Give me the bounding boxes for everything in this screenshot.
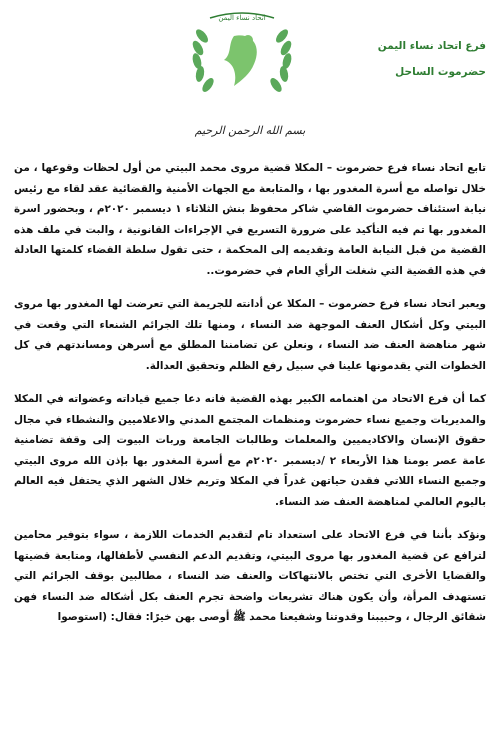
paragraph: ويعبر اتحاد نساء فرع حضرموت – المكلا عن أدانته للجريمة التي تعرضت لها المغدور بها مروى البيتي وكل أشكال العنف الموجهة ضد النساء ، ومنها تلك الجرائم الشنعاء التي وقعت في شهر مناهضة العنف ضد النساء ، ونعلن عن تضامننا المطلق مع أسرهن ومساندتهم في كل الخطوات التي يقدمونها علينا في سبيل رفع الظلم وتحقيق العدالة. <box>14 298 486 372</box>
letterhead <box>0 0 500 137</box>
paragraph: كما أن فرع الاتحاد من اهتمامه الكبير بهذه القضية فانه دعا جميع قياداته وعضواته في المكلا والمديريات وجميع نساء حضرموت ومنظمات المجتمع المدني والاعلاميين والنشطاء في مجال حقوق الإنسان والاكاديميين والمعلمات وطالبات الجامعة وربات البيوت إلى وقفة تضامنية عامة عصر يومنا هذا الأربعاء ٢ /ديسمبر ٢٠٢٠م مع أسرة المغدور بها بإذن الله مروى البيتي وجميع النساء اللاتي فقدن حياتهن غدراً في المكلا وتريم خلال الشهر الذي يحتفل فيه العالم باليوم العالمي لمناهضة العنف ضد النساء. <box>14 393 486 508</box>
org-branch: حضرموت الساحل <box>395 66 486 78</box>
bismillah: بسم الله الرحمن الرحيم <box>194 124 306 137</box>
org-name: فرع اتحاد نساء اليمن <box>377 40 486 52</box>
paragraph: ونؤكد بأننا في فرع الاتحاد على استعداد تام لتقديم الخدمات اللازمة ، سواء بتوفير محامين لترافع عن قضية المغدور بها مروى البيتي، وتقديم الدعم النفسي لأطفالها، ومتابعة قضيتها والقضايا الأخرى التي تختص بالانتهاكات والعنف ضد النساء ، مطالبين بوقف الجرائم التي تستهدف المرأة، وأن يكون هناك تشريعات واضحة تجرم العنف بكل أشكاله ضد النساء فهن شقائق الرجال ، وحبيبنا وقدوتنا وشفيعنا محمد ﷺ أوصى بهن خيرًا: فقال: (استوصوا <box>14 529 486 623</box>
union-logo-icon <box>162 6 322 110</box>
letter-body <box>14 158 486 641</box>
paragraph: تابع اتحاد نساء فرع حضرموت – المكلا قضية مروى محمد البيتي من أول لحظات وقوعها ، من خلال تواصله مع أسرة المغدور بها ، والمتابعة مع الجهات الأمنية والقضائية عقد لقاء مع رئيس نيابة استئناف حضرموت القاضي شاكر محفوظ بنش الثلاثاء ١ ديسمبر ٢٠٢٠م ، وبحضور اسرة المغدور بها تم فيه التأكيد على ضرورة التسريع في الإجراءات القانونية ، والبت في ملف هذه القضية من قبل النيابة العامة وتقديمه إلى المحكمة ، حتى تقول سلطة القضاء كلمتها العادلة في هذه القضية التي شغلت الرأي العام في حضرموت.. <box>14 162 486 277</box>
logo-title: اتحاد نساء اليمن <box>218 14 266 22</box>
